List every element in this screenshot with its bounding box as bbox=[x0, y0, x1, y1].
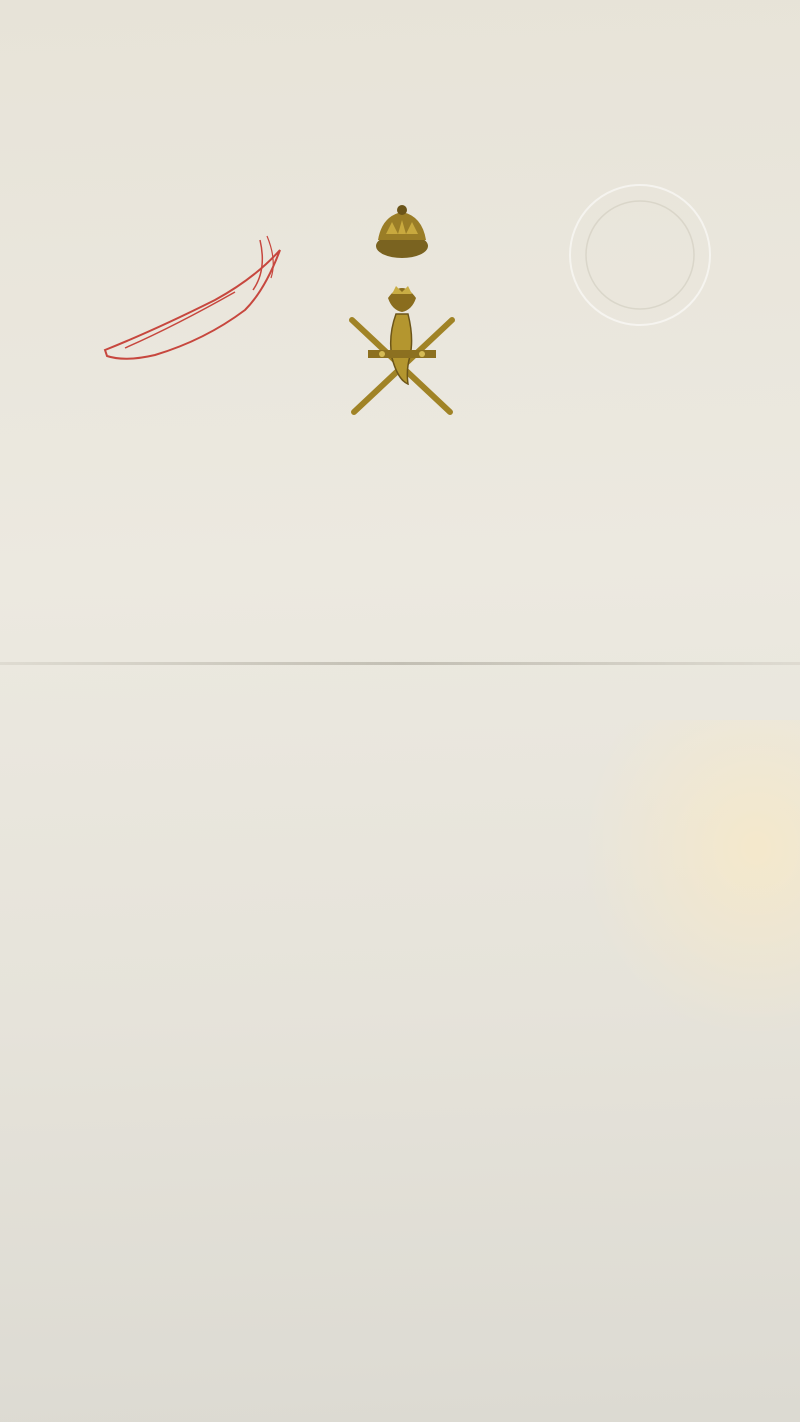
royal-crown-icon bbox=[376, 205, 428, 258]
closing-phrase bbox=[200, 1095, 600, 1151]
basmala-heading bbox=[300, 160, 510, 200]
khanjar-emblem-icon bbox=[352, 286, 452, 412]
paper-fold-line bbox=[0, 662, 800, 665]
